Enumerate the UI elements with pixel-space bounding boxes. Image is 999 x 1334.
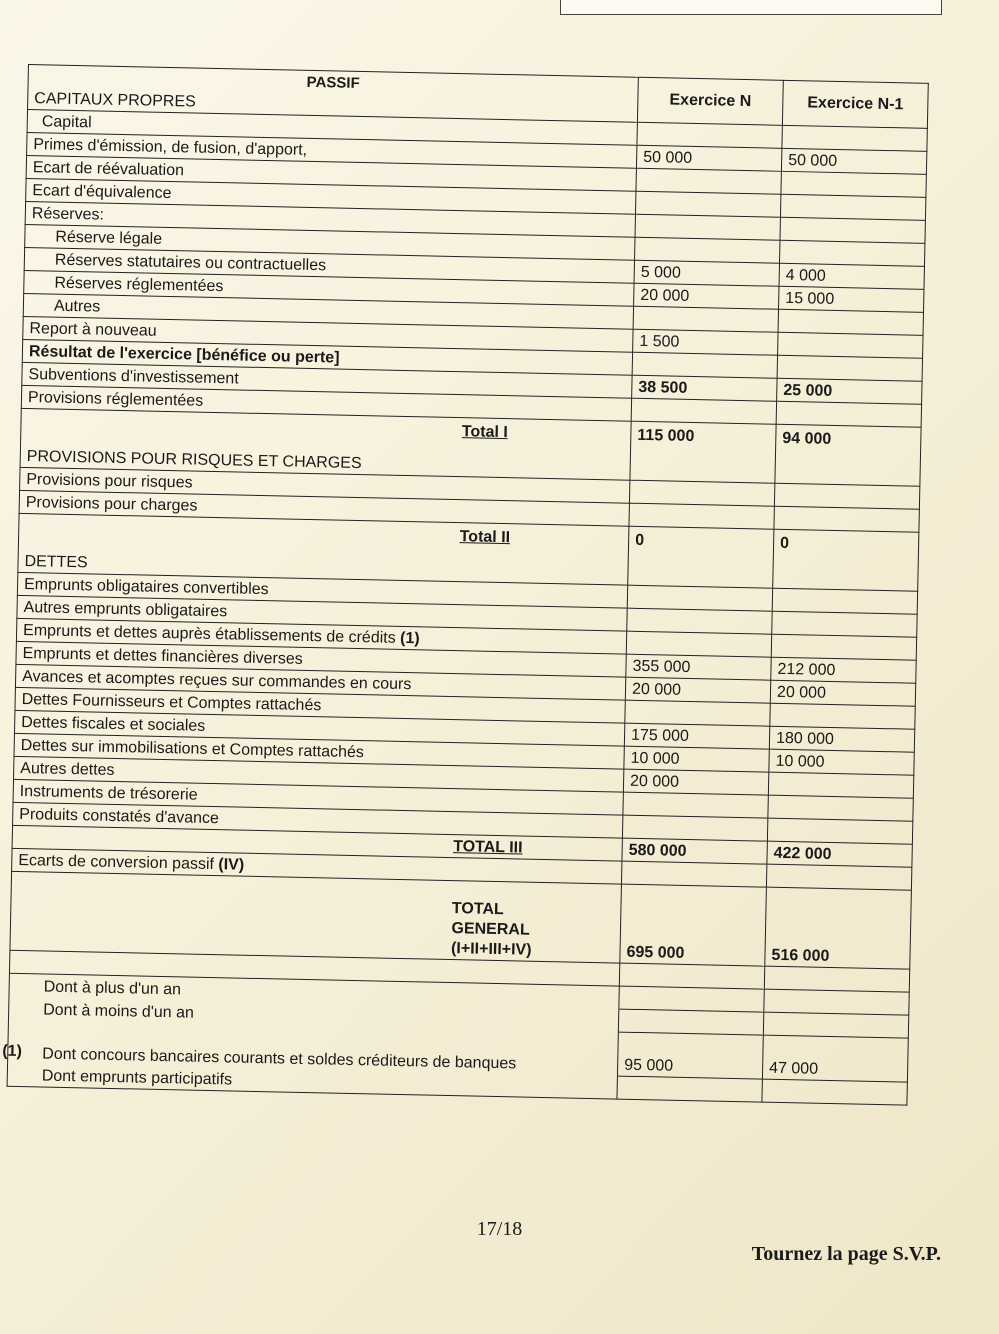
value-n: 355 000 <box>626 654 771 680</box>
value-n1 <box>774 506 919 532</box>
row-label: Provisions réglementées <box>21 385 631 421</box>
value-n1 <box>763 1012 908 1038</box>
row-label: Avances et acomptes reçues sur commandes en cours <box>15 664 625 700</box>
value-n <box>622 815 767 841</box>
passif-table <box>2 64 929 1106</box>
value-n <box>619 986 764 1012</box>
row-label: Produits constatés d'avance <box>13 802 623 838</box>
total-ii-n: 0 <box>628 526 774 588</box>
ecarts-conversion-label: Ecarts de conversion passif (IV) <box>12 848 622 884</box>
value-n1 <box>780 240 925 266</box>
value-n <box>632 352 777 378</box>
total-general-n: 695 000 <box>620 884 767 966</box>
value-n: 50 000 <box>636 145 781 171</box>
total-general-spacer <box>10 871 447 959</box>
section-heading-provisions: PROVISIONS POUR RISQUES ET CHARGES <box>20 408 456 476</box>
value-n <box>633 306 778 332</box>
section-heading-dettes: DETTES <box>18 513 454 581</box>
value-n1 <box>772 611 917 637</box>
value-n1: 20 000 <box>770 680 915 706</box>
row-label: Autres <box>23 293 633 329</box>
value-n: 95 000 <box>617 1032 763 1079</box>
passif-sheet <box>2 64 928 1106</box>
row-label: Capital <box>27 110 637 146</box>
row-label: Dont à moins d'un an <box>8 996 618 1032</box>
value-n: 175 000 <box>624 723 769 749</box>
page-number: 17/18 <box>476 1218 523 1240</box>
value-n1 <box>776 401 921 427</box>
value-n <box>623 792 768 818</box>
row-label: Subventions d'investissement <box>22 362 632 398</box>
value-n <box>629 503 774 529</box>
row-label: Instruments de trésorerie <box>13 779 623 815</box>
value-n: 38 500 <box>632 375 777 401</box>
value-n <box>635 214 780 240</box>
row-label: (1) Dont concours bancaires courants et soldes créditeurs de banques <box>8 1019 619 1076</box>
row-label: Dettes fiscales et sociales <box>14 710 624 746</box>
row-label: Ecart de réévaluation <box>26 155 636 191</box>
value-n1 <box>764 989 909 1015</box>
value-n <box>631 398 776 424</box>
total-i-n: 115 000 <box>630 421 776 483</box>
value-n1: 15 000 <box>779 286 924 312</box>
value-n1 <box>782 125 927 151</box>
total-i-n1: 94 000 <box>775 424 921 486</box>
value-n1 <box>766 864 911 890</box>
row-label: Autres emprunts obligataires <box>17 595 627 631</box>
value-n1 <box>774 483 919 509</box>
row-label: Dont à plus d'un an <box>9 973 619 1009</box>
row-label: Dettes sur immobilisations et Comptes rattachés <box>14 733 624 769</box>
value-n1 <box>778 332 923 358</box>
value-n <box>637 122 782 148</box>
total-ii-n1: 0 <box>773 529 919 591</box>
value-n1 <box>771 634 916 660</box>
value-n <box>617 1076 762 1102</box>
value-n <box>635 237 780 263</box>
value-n1 <box>767 818 912 844</box>
row-label: Réserves statutaires ou contractuelles <box>24 247 634 283</box>
row-label: Réserves: <box>25 201 635 237</box>
value-n: 10 000 <box>624 746 769 772</box>
total-i-label: Total I <box>455 418 631 481</box>
value-n <box>627 608 772 634</box>
value-n1 <box>780 194 925 220</box>
row-label: Dettes Fournisseurs et Comptes rattachés <box>15 687 625 723</box>
value-n: 20 000 <box>634 283 779 309</box>
value-n1 <box>772 588 917 614</box>
total-iii-label: TOTAL III <box>447 834 622 861</box>
row-label: Dont emprunts participatifs <box>7 1063 617 1099</box>
value-n1: 25 000 <box>777 378 922 404</box>
value-n <box>636 168 781 194</box>
value-n: 1 500 <box>633 329 778 355</box>
value-n1 <box>781 171 926 197</box>
value-n: 20 000 <box>625 677 770 703</box>
value-n1 <box>768 772 913 798</box>
row-label: Résultat de l'exercice [bénéfice ou perte] <box>22 339 632 375</box>
section-heading-capitaux: CAPITAUX PROPRES <box>28 87 638 122</box>
row-label: Emprunts obligataires convertibles <box>17 572 627 608</box>
value-n <box>626 631 771 657</box>
row-label: Provisions pour risques <box>20 467 630 503</box>
previous-page-edge <box>560 0 942 15</box>
value-n1: 212 000 <box>771 657 916 683</box>
col-header-n1: Exercice N-1 <box>782 80 928 128</box>
value-n1 <box>777 355 922 381</box>
value-n1 <box>770 703 915 729</box>
value-n1: 180 000 <box>769 726 914 752</box>
value-n1: 10 000 <box>769 749 914 775</box>
row-label: Report à nouveau <box>23 316 633 352</box>
value-n <box>618 1009 763 1035</box>
footnote-mark: (1) <box>2 1042 23 1060</box>
value-n1: 4 000 <box>779 263 924 289</box>
value-n <box>629 480 774 506</box>
total-iii-n: 580 000 <box>622 838 767 864</box>
value-n1 <box>780 217 925 243</box>
value-n <box>625 700 770 726</box>
row-label: Réserves réglementées <box>24 270 634 306</box>
row-label: Emprunts et dettes financières diverses <box>16 641 626 677</box>
row-label: Emprunts et dettes auprès établissements de crédits (1) <box>16 618 626 654</box>
value-n <box>627 585 772 611</box>
value-n1 <box>762 1079 907 1105</box>
value-n: 5 000 <box>634 260 779 286</box>
total-ii-label: Total II <box>453 523 629 586</box>
turn-page-note: Tournez la page S.V.P. <box>751 1243 941 1265</box>
passif-title: PASSIF <box>28 65 638 100</box>
total-iii-n1: 422 000 <box>767 841 912 867</box>
value-n1: 47 000 <box>762 1035 908 1082</box>
value-n1 <box>778 309 923 335</box>
total-general-n1: 516 000 <box>765 887 912 969</box>
total-general-label: TOTAL GENERAL (I+II+III+IV) <box>445 880 622 963</box>
value-n: 20 000 <box>623 769 768 795</box>
row-label: Autres dettes <box>14 756 624 792</box>
value-n1 <box>768 795 913 821</box>
value-n1: 50 000 <box>781 148 926 174</box>
footnote-ref-1: (1) <box>399 629 420 648</box>
value-n <box>636 191 781 217</box>
row-label: Primes d'émission, de fusion, d'apport, <box>27 132 637 168</box>
row-label: Ecart d'équivalence <box>26 178 636 214</box>
value-n <box>621 861 766 887</box>
col-header-n: Exercice N <box>637 77 783 125</box>
row-label: Provisions pour charges <box>19 490 629 526</box>
row-label: Réserve légale <box>25 224 635 260</box>
